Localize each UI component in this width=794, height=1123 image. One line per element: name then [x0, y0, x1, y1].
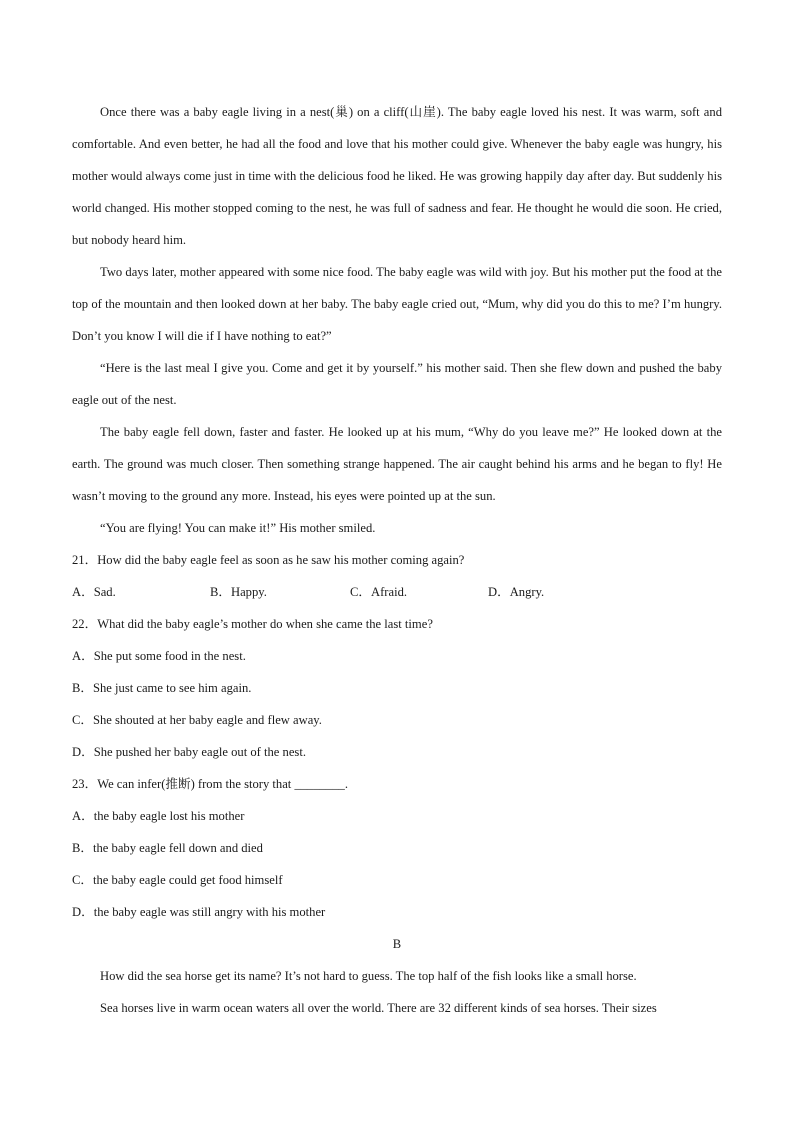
question-21-stem: 21．How did the baby eagle feel as soon as he saw his mother coming again? [72, 553, 465, 567]
question-23-option-a: A．the baby eagle lost his mother [72, 809, 245, 823]
question-22-stem: 22．What did the baby eagle’s mother do when she came the last time? [72, 617, 433, 631]
question-21-option-c: C．Afraid. [350, 585, 408, 599]
question-23-option-b: B．the baby eagle fell down and died [72, 841, 263, 855]
question-22-option-b: B．She just came to see him again. [72, 681, 252, 695]
passage-a-paragraph-4: The baby eagle fell down, faster and faster. He looked up at his mum, “Why do you leave me?” He looked down at the earth. The ground was much closer. Then something strange happened. The air caught behind his arms and he began to fly! He wasn’t moving to the ground any more. Instead, his eyes were pointed up at the sun. [72, 425, 722, 503]
question-22-option-d: D．She pushed her baby eagle out of the nest. [72, 745, 306, 759]
passage-a-paragraph-5: “You are flying! You can make it!” His mother smiled. [100, 521, 376, 535]
passage-b-paragraph-1: How did the sea horse get its name? It’s not hard to guess. The top half of the fish looks like a small horse. [100, 969, 637, 983]
passage-a-paragraph-3: “Here is the last meal I give you. Come and get it by yourself.” his mother said. Then she flew down and pushed the baby eagle out of the nest. [72, 361, 722, 407]
question-21-option-b: B．Happy. [210, 585, 267, 599]
passage-b-paragraph-2: Sea horses live in warm ocean waters all over the world. There are 32 different kinds of sea horses. Their sizes [100, 1001, 657, 1015]
question-21-option-d: D．Angry. [488, 585, 545, 599]
question-21-option-a: A．Sad. [72, 585, 116, 599]
question-23-option-d: D．the baby eagle was still angry with his mother [72, 905, 326, 919]
question-21-options [72, 576, 722, 608]
passage-a-paragraph-2: Two days later, mother appeared with some nice food. The baby eagle was wild with joy. But his mother put the food at the top of the mountain and then looked down at her baby. The baby eagle cried out, “Mum, why did you do this to me? I’m hungry. Don’t you know I will die if I have nothing to eat?” [72, 265, 722, 343]
question-23-stem: 23．We can infer(推断) from the story that ________. [72, 777, 348, 791]
document-content [72, 96, 722, 1024]
passage-a-paragraph-1: Once there was a baby eagle living in a nest(巢) on a cliff(山崖). The baby eagle loved his nest. It was warm, soft and comfortable. And even better, he had all the food and love that his mother could give. Whenever the baby eagle was hungry, his mother would always come just in time with the delicious food he liked. He was growing happily day after day. But suddenly his world changed. His mother stopped coming to the nest, he was full of sadness and fear. He thought he would die soon. He cried, but nobody heard him. [72, 105, 722, 247]
question-22-option-a: A．She put some food in the nest. [72, 649, 246, 663]
question-23-option-c: C．the baby eagle could get food himself [72, 873, 283, 887]
passage-b-heading: B [392, 937, 402, 951]
question-22-option-c: C．She shouted at her baby eagle and flew away. [72, 713, 322, 727]
